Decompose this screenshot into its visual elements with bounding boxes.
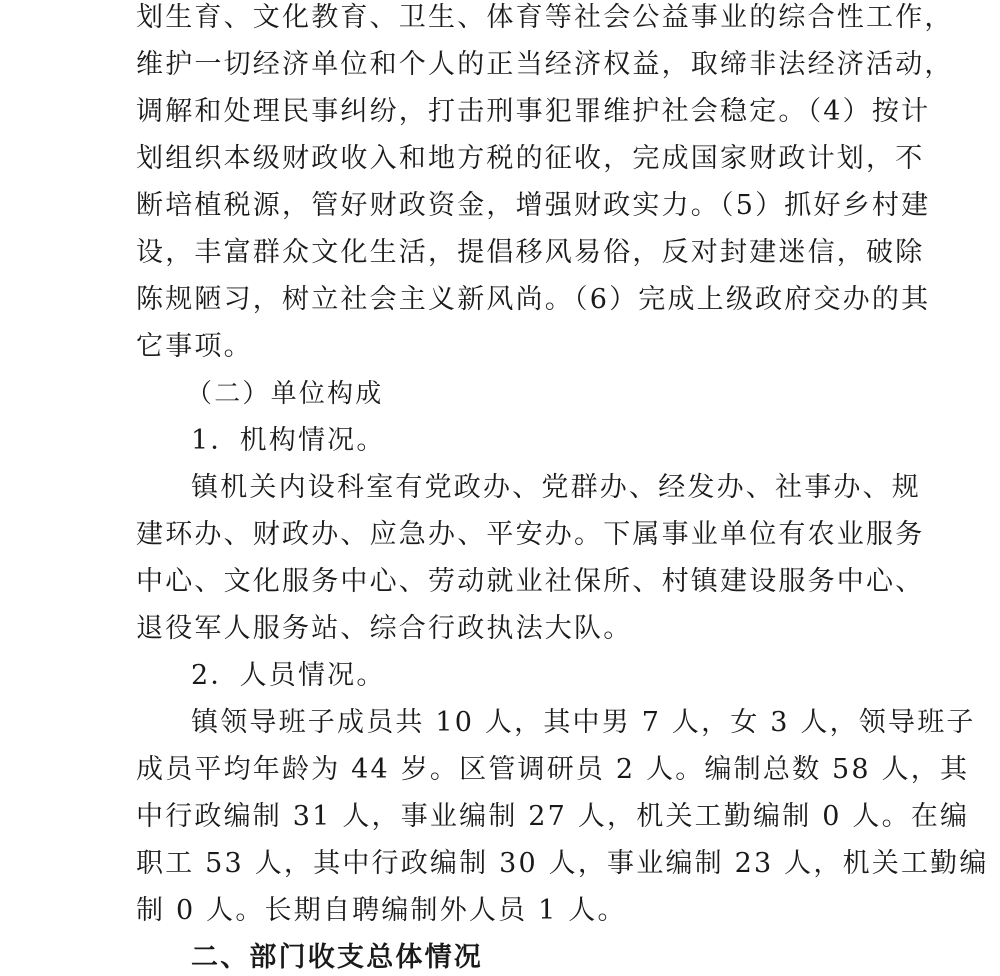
text-line: 制 0 人。长期自聘编制外人员 1 人。 [136,895,627,926]
text-line: 中心、文化服务中心、劳动就业社保所、村镇建设服务中心、 [136,566,925,597]
text-line: 建环办、财政办、应急办、平安办。下属事业单位有农业服务 [136,519,925,550]
text-line: 退役军人服务站、综合行政执法大队。 [136,613,633,644]
text-line: 划生育、文化教育、卫生、体育等社会公益事业的综合性工作， [136,2,954,33]
section-heading-unit-composition: （二）单位构成 [186,379,384,409]
text-line: 中行政编制 31 人，事业编制 27 人，机关工勤编制 0 人。在编 [136,801,970,832]
section-heading-budget-overview: 二、部门收支总体情况 [191,942,483,973]
subsection-heading-personnel: 2．人员情况。 [191,660,386,691]
text-line: 职工 53 人，其中行政编制 30 人，事业编制 23 人，机关工勤编 [136,848,989,879]
text-line: 设，丰富群众文化生活，提倡移风易俗，反对封建迷信，破除 [136,237,925,268]
text-line: 陈规陋习，树立社会主义新风尚。（6）完成上级政府交办的其 [136,284,931,315]
subsection-heading-institutions: 1．机构情况。 [191,425,386,456]
text-line: 镇领导班子成员共 10 人，其中男 7 人，女 3 人，领导班子 [191,707,976,738]
text-line: 成员平均年龄为 44 岁。区管调研员 2 人。编制总数 58 人，其 [136,754,970,785]
text-line: 维护一切经济单位和个人的正当经济权益，取缔非法经济活动， [136,49,954,80]
text-line: 划组织本级财政收入和地方税的征收，完成国家财政计划，不 [136,143,925,174]
text-line: 它事项。 [136,331,253,362]
text-line: 断培植税源，管好财政资金，增强财政实力。（5）抓好乡村建 [136,190,931,221]
text-line: 调解和处理民事纠纷，打击刑事犯罪维护社会稳定。（4）按计 [136,96,931,127]
text-line: 镇机关内设科室有党政办、党群办、经发办、社事办、规 [191,472,921,503]
